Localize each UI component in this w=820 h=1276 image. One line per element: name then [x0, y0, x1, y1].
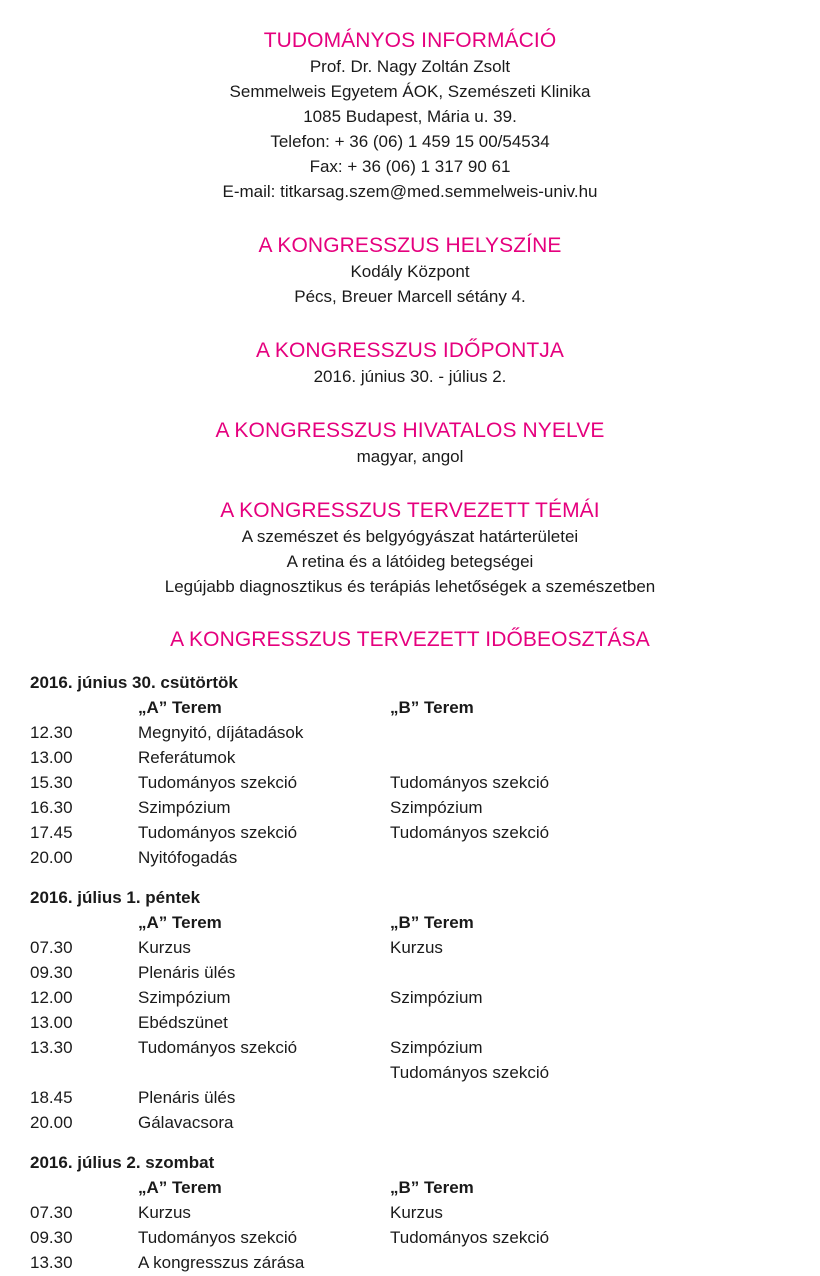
room-header-row — [30, 910, 810, 935]
contact-phone: Telefon: + 36 (06) 1 459 15 00/54534 — [270, 132, 550, 151]
room-a-event: Gálavacsora — [138, 1113, 234, 1132]
contact-address: 1085 Budapest, Mária u. 39. — [303, 107, 517, 126]
section-heading: A KONGRESSZUS HIVATALOS NYELVE — [215, 419, 605, 442]
time: 15.30 — [30, 773, 73, 792]
schedule-row — [30, 770, 810, 795]
time: 18.45 — [30, 1088, 73, 1107]
room-header-row — [30, 695, 810, 720]
schedule-day — [30, 885, 810, 1135]
time: 20.00 — [30, 848, 73, 867]
time: 07.30 — [30, 938, 73, 957]
schedule-day — [30, 670, 810, 870]
venue-section — [0, 233, 820, 309]
room-b-event: Tudományos szekció — [390, 773, 550, 792]
contact-institution: Semmelweis Egyetem ÁOK, Szemészeti Klinika — [229, 82, 591, 101]
schedule-row — [30, 845, 810, 870]
room-a-event: Ebédszünet — [138, 1013, 228, 1032]
room-a-event: Plenáris ülés — [138, 963, 236, 982]
time: 17.45 — [30, 823, 73, 842]
contact-email[interactable]: E-mail: titkarsag.szem@med.semmelweis-univ.hu — [222, 182, 598, 201]
venue-name: Kodály Központ — [350, 262, 470, 281]
room-b-event: Tudományos szekció — [390, 823, 550, 842]
schedule-section — [0, 627, 820, 653]
schedule-row — [30, 795, 810, 820]
topic-item: Legújabb diagnosztikus és terápiás lehetőségek a szemészetben — [164, 577, 656, 596]
schedule-row — [30, 1035, 810, 1060]
schedule-row — [30, 1250, 810, 1275]
time: 13.00 — [30, 1013, 73, 1032]
topic-item: A retina és a látóideg betegségei — [286, 552, 534, 571]
schedule-row — [30, 1010, 810, 1035]
room-a-event: Kurzus — [138, 938, 191, 957]
room-a-event: Tudományos szekció — [138, 773, 298, 792]
room-a-header: „A” Terem — [138, 913, 222, 932]
room-header-row — [30, 1175, 810, 1200]
room-a-event: Plenáris ülés — [138, 1088, 236, 1107]
dates-section — [0, 338, 820, 389]
time: 20.00 — [30, 1113, 73, 1132]
day-title: 2016. június 30. csütörtök — [30, 673, 238, 692]
venue-address: Pécs, Breuer Marcell sétány 4. — [294, 287, 526, 306]
time: 13.30 — [30, 1253, 73, 1272]
room-b-event: Tudományos szekció — [390, 1228, 550, 1247]
day-title: 2016. július 1. péntek — [30, 888, 201, 907]
schedule-row — [30, 1085, 810, 1110]
room-b-header: „B” Terem — [390, 698, 474, 717]
time: 09.30 — [30, 963, 73, 982]
section-heading: A KONGRESSZUS TERVEZETT IDŐBEOSZTÁSA — [170, 628, 650, 651]
room-a-event: Kurzus — [138, 1203, 191, 1222]
schedule-row — [30, 820, 810, 845]
room-b-event: Kurzus — [390, 1203, 443, 1222]
room-b-header: „B” Terem — [390, 1178, 474, 1197]
contact-name: Prof. Dr. Nagy Zoltán Zsolt — [309, 57, 511, 76]
topic-item: A szemészet és belgyógyászat határterületei — [241, 527, 579, 546]
schedule-row — [30, 745, 810, 770]
time: 09.30 — [30, 1228, 73, 1247]
room-a-event: Megnyitó, díjátadások — [138, 723, 304, 742]
schedule-row — [30, 935, 810, 960]
section-heading: A KONGRESSZUS TERVEZETT TÉMÁI — [220, 499, 600, 522]
room-b-event: Kurzus — [390, 938, 443, 957]
time: 12.00 — [30, 988, 73, 1007]
room-a-event: Szimpózium — [138, 798, 231, 817]
room-b-event: Szimpózium — [390, 798, 483, 817]
room-a-event: Tudományos szekció — [138, 1038, 298, 1057]
room-a-header: „A” Terem — [138, 1178, 222, 1197]
schedule-row — [30, 1060, 810, 1085]
date-range: 2016. június 30. - július 2. — [313, 367, 507, 386]
room-a-event: Referátumok — [138, 748, 236, 767]
time: 12.30 — [30, 723, 73, 742]
section-heading: A KONGRESSZUS HELYSZÍNE — [258, 234, 562, 257]
time: 13.30 — [30, 1038, 73, 1057]
time: 07.30 — [30, 1203, 73, 1222]
schedule-row — [30, 720, 810, 745]
schedule-row — [30, 1225, 810, 1250]
room-b-header: „B” Terem — [390, 913, 474, 932]
section-heading: TUDOMÁNYOS INFORMÁCIÓ — [263, 29, 557, 52]
time: 13.00 — [30, 748, 73, 767]
languages: magyar, angol — [356, 447, 464, 466]
section-heading: A KONGRESSZUS IDŐPONTJA — [255, 339, 565, 362]
room-a-event: Szimpózium — [138, 988, 231, 1007]
room-a-event: Tudományos szekció — [138, 823, 298, 842]
room-a-event: Nyitófogadás — [138, 848, 238, 867]
room-b-event: Szimpózium — [390, 988, 483, 1007]
room-a-event: Tudományos szekció — [138, 1228, 298, 1247]
scientific-info-section — [0, 28, 820, 204]
schedule-row — [30, 1110, 810, 1135]
time: 16.30 — [30, 798, 73, 817]
room-b-event: Szimpózium — [390, 1038, 483, 1057]
schedule-row — [30, 1200, 810, 1225]
room-a-header: „A” Terem — [138, 698, 222, 717]
schedule-day — [30, 1150, 810, 1275]
day-title: 2016. július 2. szombat — [30, 1153, 215, 1172]
contact-fax: Fax: + 36 (06) 1 317 90 61 — [309, 157, 511, 176]
room-b-event: Tudományos szekció — [390, 1063, 550, 1082]
schedule-row — [30, 985, 810, 1010]
schedule-row — [30, 960, 810, 985]
room-a-event: A kongresszus zárása — [138, 1253, 305, 1272]
topics-section — [0, 498, 820, 599]
language-section — [0, 418, 820, 469]
